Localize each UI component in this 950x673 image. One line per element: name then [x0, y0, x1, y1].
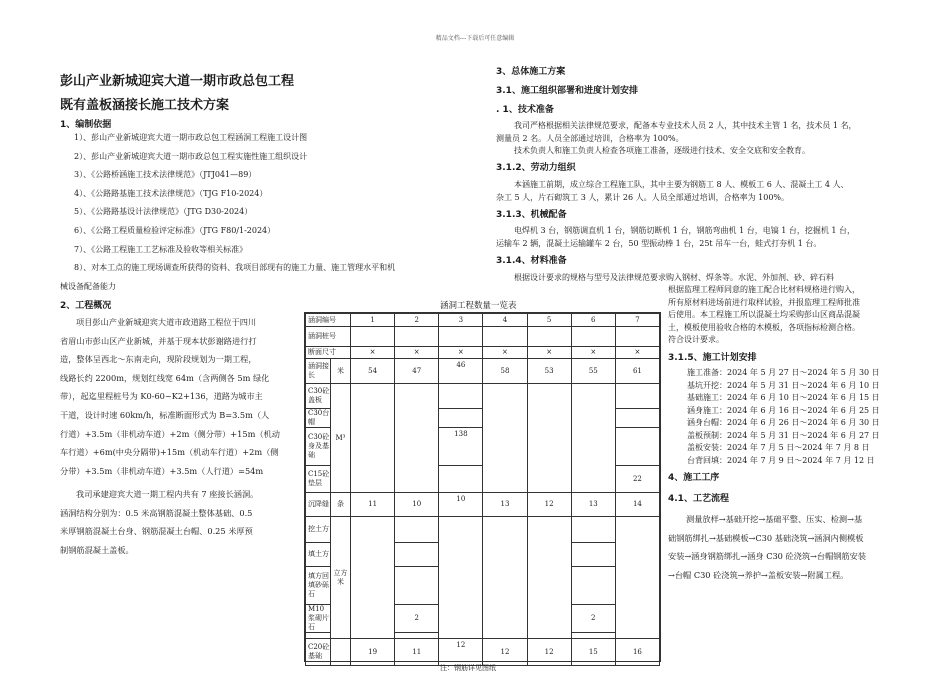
text-line: 后使用。本工程施工所以混凝土均采购彭山区商品混凝: [668, 310, 860, 319]
subheading-labor: 3.1.2、劳动力组织: [496, 163, 576, 173]
schedule-item: 基础施工：2024 年 6 月 10 日～2024 年 6 月 15 日: [687, 393, 880, 402]
text-line: 电焊机 3 台，钢筋调直机 1 台，钢筋切断机 1 台，钢筋弯曲机 1 台，电镐 1 台，挖掘机 1 台，: [514, 226, 856, 235]
flow-line: 测量放样→基础开挖→基础平整、压实、检测→基: [686, 514, 863, 524]
table-cell: 挖土方: [306, 517, 331, 543]
table-cell: 16: [615, 639, 659, 666]
text-line: 本涵施工前期，成立综合工程施工队，其中主要为钢筋工 8 人、模板工 6 人、混凝土工 4 人、: [514, 180, 849, 189]
table-cell: 19: [351, 639, 395, 666]
table-cell: 填方回填砂砾石: [306, 567, 331, 605]
schedule-item: 施工准备：2024 年 5 月 27 日～2024 年 5 月 30 日: [687, 368, 880, 377]
text-line: 运输车 2 辆，混凝土运输罐车 2 台，50 型振动棒 1 台，25t 吊车一台，蛙式打夯机 1 台。: [496, 238, 822, 248]
text-line: 杂工 5 人，片石砌筑工 3 人，累计 26 人。人员全部通过培训，合格率为 100%。: [496, 192, 790, 202]
basis-item: 1）、彭山产业新城迎宾大道一期市政总包工程涵洞工程施工设计图: [74, 133, 308, 142]
table-row: [306, 639, 660, 666]
table-cell: 13: [571, 493, 615, 517]
table-cell: 12: [483, 639, 527, 666]
table-cell: 58: [483, 359, 527, 384]
table-cell: 13: [483, 493, 527, 517]
overview-line: 省眉山市彭山区产业新城，并基于现本状彭谢路进行打: [60, 335, 257, 346]
table-cell: ×: [439, 347, 483, 359]
table-cell: ×: [527, 347, 571, 359]
table-note: 注：钢筋详见图纸: [440, 664, 496, 672]
table-cell: 填土方: [306, 543, 331, 567]
table-cell: 47: [395, 359, 439, 384]
table-row: [306, 384, 660, 409]
basis-item: 4）、《公路路基施工技术法律规范》（TJG F10-2024）: [74, 188, 268, 198]
table-row: [306, 314, 660, 327]
doc-title: 彭山产业新城迎宾大道一期市政总包工程: [60, 74, 295, 89]
table-cell: M10浆砌片石: [306, 605, 331, 633]
table-cell: 5: [527, 314, 571, 327]
text-line: 技术负责人和施工负责人检查各项施工准备，逐级进行技术、安全交底和安全教育。: [514, 146, 810, 155]
table-cell: 沉降缝: [306, 493, 331, 517]
overview-line: 造，整体呈西北～东南走向，现阶段规划为一期工程，: [60, 354, 257, 365]
table-cell: 138: [439, 428, 483, 466]
table-cell: 53: [527, 359, 571, 384]
page-header: 精品文档---下载后可任意编辑: [435, 35, 515, 42]
table-cell: 10: [439, 493, 483, 517]
basis-item: 5）、《公路路基设计法律规范》（JTG D30-2024）: [74, 207, 253, 217]
table-cell: ×: [615, 347, 659, 359]
tech-paragraph: [496, 120, 857, 158]
text-line: 测量员 2 名。人员全部通过培训，合格率为 100%。: [496, 133, 684, 143]
subheading-flow: 4.1、工艺流程: [668, 494, 729, 504]
basis-item: 7）、《公路工程施工工艺标准及验收等相关标准》: [74, 244, 248, 254]
table-cell: 7: [615, 314, 659, 327]
section-heading-plan: 3、总体施工方案: [496, 67, 566, 77]
table-cell: 4: [483, 314, 527, 327]
table-cell: 涵洞编号: [306, 314, 351, 327]
section-heading-overview: 2、工程概况: [60, 301, 112, 311]
basis-item: 8）、对本工点的施工现场调查所获得的资料、我项目部现有的施工力量、施工管理水平和机: [74, 263, 396, 273]
overview-line: 线路长约 2200m，规划红线宽 64m（含两侧各 5m 绿化: [60, 372, 270, 383]
table-cell: 1: [351, 314, 395, 327]
text-line: 根据设计要求的规格与型号及法律规范要求购入钢材、焊条等。水泥、外加剂、砂、碎石料: [514, 273, 834, 282]
schedule-item: 基坑开挖：2024 年 5 月 31 日～2024 年 6 月 10 日: [687, 380, 880, 390]
basis-list: [74, 131, 395, 280]
text-line: 根据监理工程师同意的施工配合比材料规格进行购入，: [668, 285, 860, 294]
table-cell: 46: [439, 359, 483, 384]
table-cell: 立方米: [331, 517, 351, 639]
table-cell: 2: [395, 605, 439, 633]
overview-line: 干道，设计时速 60km/h，标准断面形式为 B=3.5m（人: [60, 409, 270, 420]
table-cell: ×: [395, 347, 439, 359]
table-cell: 14: [615, 493, 659, 517]
table-cell: 12: [527, 493, 571, 517]
table-row: [306, 347, 660, 359]
table-cell: M³: [331, 384, 351, 493]
table-cell: 54: [351, 359, 395, 384]
table-cell: C30砼身及基础: [306, 428, 331, 466]
table-cell: ×: [351, 347, 395, 359]
subheading-materials: 3.1.4、材料准备: [496, 256, 567, 266]
schedule-item: 盖板安装：2024 年 7 月 5 日～2024 年 7 月 8 日: [687, 443, 870, 452]
overview-line: 分带）+3.5m（非机动车道）+3.5m（人行道）=54m: [60, 465, 264, 476]
text-line: 所有原材料进场前进行取样试验，并报监理工程师批准: [668, 297, 860, 307]
text-line: 我司严格根据相关法律规范要求，配备本专业技术人员 2 人，其中技术主管 1 名，技术员 1 名，: [514, 121, 857, 130]
section-heading-basis: 1、编制依据: [60, 120, 112, 130]
text-line: 符合设计要求。: [668, 335, 724, 344]
table-cell: 条: [331, 493, 351, 517]
table-row: [306, 517, 660, 543]
overview-line: 项目彭山产业新城迎宾大道市政道路工程位于四川: [76, 317, 257, 327]
basis-item: 2）、彭山产业新城迎宾大道一期市政总包工程实施性施工组织设计: [74, 151, 308, 161]
basis-item: 3）、《公路桥涵施工技术法律规范》（JTJ041—89）: [74, 170, 257, 180]
overview-line: 带），起迄里程桩号为 K0-60~K2+136，道路为城市主: [60, 391, 263, 402]
materials-paragraph: [668, 284, 860, 347]
table-row: [306, 327, 660, 347]
schedule-item: 盖板预制：2024 年 5 月 31 日～2024 年 6 月 27 日: [687, 430, 880, 440]
table-cell: 10: [395, 493, 439, 517]
section-heading-process: 4、施工工序: [668, 473, 720, 483]
table-row: [306, 493, 660, 517]
doc-subtitle: 既有盖板涵接长施工技术方案: [60, 98, 230, 113]
table-cell: 涵洞桩号: [306, 327, 351, 347]
table-cell: 断面尺寸: [306, 347, 351, 359]
schedule-list: [687, 367, 880, 467]
basis-item-cont: 械设备配备能力: [60, 282, 116, 291]
schedule-item: 涵身台帽：2024 年 6 月 26 日～2024 年 6 月 30 日: [687, 418, 880, 427]
table-cell: C30台帽: [306, 409, 331, 428]
table-cell: 2: [571, 605, 615, 633]
culvert-line: 我司承建迎宾大道一期工程内共有 7 座接长涵洞。: [76, 489, 259, 499]
flow-line: 础钢筋绑扎→基础模板→C30 基础浇筑→涵洞内侧模板: [668, 532, 864, 543]
overview-paragraph: [60, 313, 300, 480]
table-cell: 11: [351, 493, 395, 517]
table-cell: ×: [571, 347, 615, 359]
subheading-tech: . 1、技术准备: [496, 105, 554, 115]
culvert-line: 米厚钢筋混凝土台身、钢筋混凝土台帽、0.25 米厚预: [60, 526, 253, 537]
basis-item: 6）、《公路工程质量检验评定标准》（JTG F80/1-2024）: [74, 225, 276, 235]
subheading-machinery: 3.1.3、机械配备: [496, 210, 567, 220]
table-caption: 涵洞工程数量一览表: [440, 301, 517, 311]
text-line: 土，模板使用验收合格的木模板，各项指标检测合格。: [668, 322, 860, 332]
table-cell: 2: [395, 314, 439, 327]
overview-line: 行道）+3.5m（非机动车道）+2m（侧分带）+15m（机动: [60, 428, 280, 439]
table-cell: C20砼基础: [306, 639, 331, 666]
table-cell: 11: [395, 639, 439, 666]
culvert-quantity-table: [304, 312, 661, 662]
flow-line: 安装→涵身钢筋绑扎→涵身 C30 砼浇筑→台帽钢筋安装: [668, 551, 867, 562]
table-cell: 6: [571, 314, 615, 327]
table-cell: 12: [527, 639, 571, 666]
culvert-line: 制钢筋混凝土盖板。: [60, 544, 134, 555]
culvert-line: 涵洞结构分别为：0.5 米高钢筋混凝土整体基础、0.5: [60, 507, 253, 518]
flow-paragraph: [668, 510, 866, 584]
subheading-schedule: 3.1.5、施工计划安排: [668, 353, 757, 363]
table-cell: 61: [615, 359, 659, 384]
table-cell: ×: [483, 347, 527, 359]
table-cell: 米: [331, 359, 351, 384]
table-cell: C30砼盖板: [306, 384, 331, 409]
table-cell: 22: [615, 466, 659, 493]
schedule-item: 台背回填：2024 年 7 月 9 日～2024 年 7 月 12 日: [687, 455, 875, 465]
schedule-item: 涵身施工：2024 年 6 月 16 日～2024 年 6 月 25 日: [687, 405, 880, 415]
table-cell: 3: [439, 314, 483, 327]
machinery-paragraph: [496, 225, 855, 250]
flow-line: →台帽 C30 砼浇筑→养护→盖板安装→附属工程。: [668, 569, 849, 580]
subheading-3-1: 3.1、施工组织部署和进度计划安排: [496, 86, 638, 96]
table-cell: 12: [439, 639, 483, 666]
labor-paragraph: [496, 179, 849, 204]
table-cell: C15砼垫层: [306, 466, 331, 493]
overview-line: 车行道）+6m(中央分隔带)+15m（机动车行道）+2m（侧: [60, 447, 279, 458]
table-row: [306, 359, 660, 384]
table-cell: 55: [571, 359, 615, 384]
culvert-paragraph: [60, 485, 300, 559]
table-cell: 涵洞接长: [306, 359, 331, 384]
table-cell: 15: [571, 639, 615, 666]
